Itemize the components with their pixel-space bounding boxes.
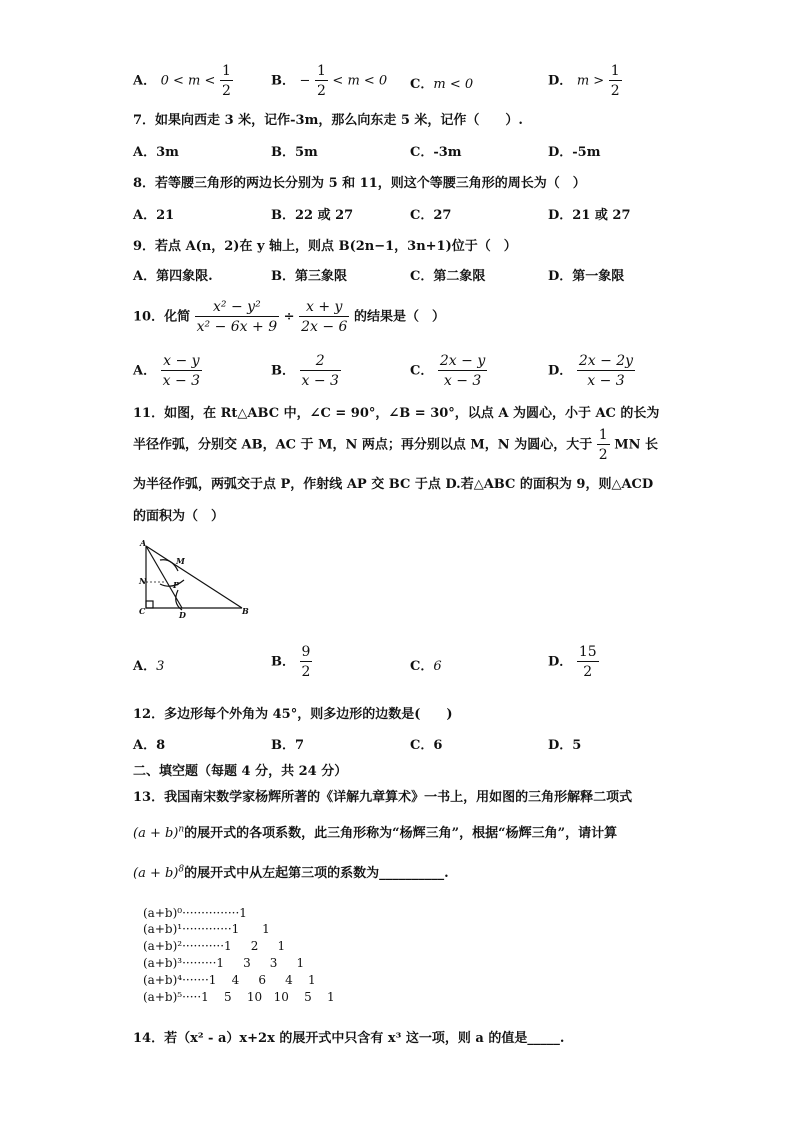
q12-option-c: C．6 — [410, 738, 443, 753]
q11-line4: 的面积为（ ） — [133, 509, 225, 524]
q7-option-c: C．-3m — [410, 145, 462, 160]
q8-option-b: B．22 或 27 — [271, 208, 354, 223]
triangle-row: (a+b)⁴·······1 4 6 4 1 — [143, 973, 316, 987]
q14-stem: 14．若（x² - a）x+2x 的展开式中只含有 x³ 这一项，则 a 的值是_____. — [133, 1031, 565, 1046]
q6-option-d: D． m > $\frac{1}{2}$ — [548, 63, 620, 99]
q11-option-d: D． $\frac{15}{2}$ — [548, 644, 597, 680]
label-p: P — [173, 580, 180, 590]
q8-stem: 8．若等腰三角形的两边长分别为 5 和 11，则这个等腰三角形的周长为（ ） — [133, 176, 586, 191]
section-title: 二、填空题（每题 4 分，共 24 分） — [133, 764, 348, 779]
q10-option-b: B． $\frac{2}{x - 3}$ — [271, 353, 339, 389]
arc-n — [160, 580, 184, 586]
triangle-row: (a+b)¹·············1 1 — [143, 922, 270, 936]
triangle-row: (a+b)⁵·····1 5 10 10 5 1 — [143, 990, 335, 1004]
right-angle-mark — [146, 601, 153, 608]
triangle-row: (a+b)³·········1 3 3 1 — [143, 956, 305, 970]
label-d: D — [179, 610, 186, 620]
q9-option-d: D．第一象限 — [548, 269, 625, 284]
q10-option-a: A． $\frac{x - y}{x - 3}$ — [133, 353, 201, 389]
label-b: B — [242, 606, 249, 616]
q11-option-b: B． $\frac{9}{2}$ — [271, 644, 311, 680]
triangle-row: (a+b)²···········1 2 1 — [143, 939, 286, 953]
label-c: C — [139, 606, 146, 616]
q12-stem: 12．多边形每个外角为 45°，则多边形的边数是( ) — [133, 707, 453, 722]
q7-option-d: D．-5m — [548, 145, 601, 160]
q12-option-a: A．8 — [133, 738, 166, 753]
q9-stem: 9．若点 A(n，2)在 y 轴上，则点 B(2n−1，3n+1)位于（ ） — [133, 239, 517, 254]
q11-line3: 为半径作弧，两弧交于点 P，作射线 AP 交 BC 于点 D.若△ABC 的面积为 9，则△ACD — [133, 477, 654, 492]
q6-option-a: A． 0 < m < $\frac{1}{2}$ — [133, 63, 231, 99]
label-m: M — [176, 556, 185, 566]
q9-option-c: C．第二象限 — [410, 269, 486, 284]
q8-option-a: A．21 — [133, 208, 175, 223]
q13-line1: 13．我国南宋数学家杨辉所著的《详解九章算术》一书上，用如图的三角形解释二项式 — [133, 790, 633, 805]
q11-option-c: C．6 — [410, 659, 442, 674]
q9-option-b: B．第三象限 — [271, 269, 347, 284]
q10-option-d: D． $\frac{2x - 2y}{x - 3}$ — [548, 353, 634, 389]
q6-option-b: B． − $\frac{1}{2}$ < m < 0 — [271, 63, 388, 99]
q6-option-c: C．m < 0 — [410, 77, 474, 92]
q11-option-a: A．3 — [133, 659, 165, 674]
side-ab — [146, 546, 242, 608]
q10-stem: 10．化简 $\frac{\text{x² − y²}}{\text{x² − 6x + 9}}$ ÷ $\frac{x + y}{2x - 6}$ 的结果是（ ） — [133, 299, 445, 335]
q11-line1: 11．如图，在 Rt△ABC 中，∠C = 90°，∠B = 30°，以点 A 为圆心，小于 AC 的长为 — [133, 406, 660, 421]
label-n: N — [139, 576, 147, 586]
q7-option-a: A．3m — [133, 145, 179, 160]
q7-option-b: B．5m — [271, 145, 318, 160]
q7-stem: 7．如果向西走 3 米，记作-3m，那么向东走 5 米，记作（ ）. — [133, 113, 523, 128]
q12-option-d: D．5 — [548, 738, 582, 753]
q11-triangle-figure — [132, 538, 257, 623]
q11-line2: 半径作弧，分别交 AB，AC 于 M，N 两点；再分别以点 M，N 为圆心，大于 $\frac{1}{2}$ MN 长 — [133, 427, 659, 463]
q9-option-a: A．第四象限. — [133, 269, 213, 284]
triangle-row: (a+b)⁰···············1 — [143, 906, 247, 920]
q10-option-c: C． $\frac{2x - y}{x - 3}$ — [410, 353, 486, 389]
label-a: A — [140, 538, 147, 548]
q13-line3: $(a + b)^8$的展开式中从左起第三项的系数为__________. — [133, 864, 449, 881]
q13-line2: $(a + b)^n$的展开式的各项系数，此三角形称为“杨辉三角”，根据“杨辉三角”，请计算 — [133, 824, 618, 841]
q8-option-c: C．27 — [410, 208, 452, 223]
q8-option-d: D．21 或 27 — [548, 208, 631, 223]
q12-option-b: B．7 — [271, 738, 305, 753]
